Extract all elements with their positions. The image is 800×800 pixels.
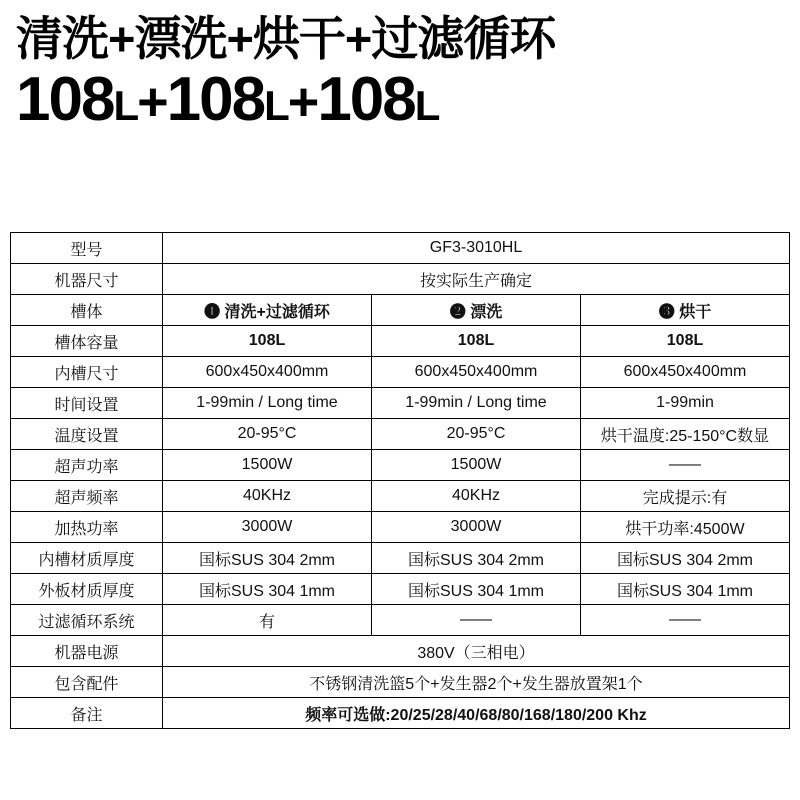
row-label: 内槽尺寸	[11, 357, 163, 388]
row-label: 机器尺寸	[11, 264, 163, 295]
table-row	[11, 326, 790, 357]
table-row	[11, 233, 790, 264]
table-row	[11, 450, 790, 481]
row-value-tank1: 40KHz	[163, 481, 372, 512]
row-value-tank1: 有	[163, 605, 372, 636]
row-value-tank2: 600x450x400mm	[372, 357, 581, 388]
row-label: 型号	[11, 233, 163, 264]
row-value-tank3: 烘干温度:25-150°C数显	[581, 419, 790, 450]
row-label: 槽体	[11, 295, 163, 326]
row-value: 频率可选做:20/25/28/40/68/80/168/180/200 Khz	[163, 698, 790, 729]
row-value-tank2: 1-99min / Long time	[372, 388, 581, 419]
row-value-tank2: 国标SUS 304 1mm	[372, 574, 581, 605]
table-row	[11, 295, 790, 326]
row-value-tank2: 40KHz	[372, 481, 581, 512]
capacity-3-value: 108	[317, 65, 415, 135]
row-label: 加热功率	[11, 512, 163, 543]
row-value-tank3: ——	[581, 450, 790, 481]
spec-table-container	[10, 232, 790, 729]
row-value-tank3: 国标SUS 304 2mm	[581, 543, 790, 574]
row-value-tank2: 20-95°C	[372, 419, 581, 450]
row-value-tank1: ❶ 清洗+过滤循环	[163, 295, 372, 326]
row-label: 机器电源	[11, 636, 163, 667]
headline-title: 清洗+漂洗+烘干+过滤循环	[16, 12, 556, 65]
capacity-1-unit: L	[113, 82, 138, 130]
row-label: 超声频率	[11, 481, 163, 512]
row-value-tank2: ❷ 漂洗	[372, 295, 581, 326]
capacity-plus-2: +	[287, 72, 318, 133]
headline-block	[0, 0, 800, 135]
row-value-tank3: 完成提示:有	[581, 481, 790, 512]
row-label: 外板材质厚度	[11, 574, 163, 605]
row-value-tank1: 1-99min / Long time	[163, 388, 372, 419]
row-value: 380V（三相电）	[163, 636, 790, 667]
row-value: 按实际生产确定	[163, 264, 790, 295]
row-label: 时间设置	[11, 388, 163, 419]
row-value-tank2: 108L	[372, 326, 581, 357]
row-value-tank3: ❸ 烘干	[581, 295, 790, 326]
row-label: 槽体容量	[11, 326, 163, 357]
row-label: 备注	[11, 698, 163, 729]
row-value-tank3: 1-99min	[581, 388, 790, 419]
headline-capacity	[16, 65, 784, 135]
row-value-tank3: 国标SUS 304 1mm	[581, 574, 790, 605]
row-value-tank1: 国标SUS 304 2mm	[163, 543, 372, 574]
row-label: 过滤循环系统	[11, 605, 163, 636]
table-row	[11, 481, 790, 512]
table-row	[11, 419, 790, 450]
spec-table	[10, 232, 790, 729]
capacity-plus-1: +	[137, 72, 167, 133]
table-row	[11, 543, 790, 574]
row-value: GF3-3010HL	[163, 233, 790, 264]
row-label: 超声功率	[11, 450, 163, 481]
row-value-tank3: 108L	[581, 326, 790, 357]
table-row	[11, 264, 790, 295]
capacity-1-value: 108	[16, 65, 114, 135]
row-value-tank1: 1500W	[163, 450, 372, 481]
row-value-tank3: 烘干功率:4500W	[581, 512, 790, 543]
row-value-tank1: 20-95°C	[163, 419, 372, 450]
table-row	[11, 388, 790, 419]
row-value-tank1: 108L	[163, 326, 372, 357]
row-value-tank2: 国标SUS 304 2mm	[372, 543, 581, 574]
spec-table-body	[11, 233, 790, 729]
row-value-tank2: ——	[372, 605, 581, 636]
capacity-3-unit: L	[414, 82, 439, 130]
table-row	[11, 636, 790, 667]
row-value-tank3: 600x450x400mm	[581, 357, 790, 388]
row-value-tank2: 1500W	[372, 450, 581, 481]
table-row	[11, 357, 790, 388]
row-value-tank2: 3000W	[372, 512, 581, 543]
row-value-tank1: 国标SUS 304 1mm	[163, 574, 372, 605]
row-value-tank1: 600x450x400mm	[163, 357, 372, 388]
capacity-2-unit: L	[264, 82, 288, 130]
row-value: 不锈钢清洗篮5个+发生器2个+发生器放置架1个	[163, 667, 790, 698]
table-row	[11, 512, 790, 543]
table-row	[11, 605, 790, 636]
table-row	[11, 698, 790, 729]
row-label: 温度设置	[11, 419, 163, 450]
table-row	[11, 574, 790, 605]
table-row	[11, 667, 790, 698]
capacity-2-value: 108	[166, 65, 265, 135]
row-value-tank3: ——	[581, 605, 790, 636]
row-value-tank1: 3000W	[163, 512, 372, 543]
row-label: 内槽材质厚度	[11, 543, 163, 574]
row-label: 包含配件	[11, 667, 163, 698]
